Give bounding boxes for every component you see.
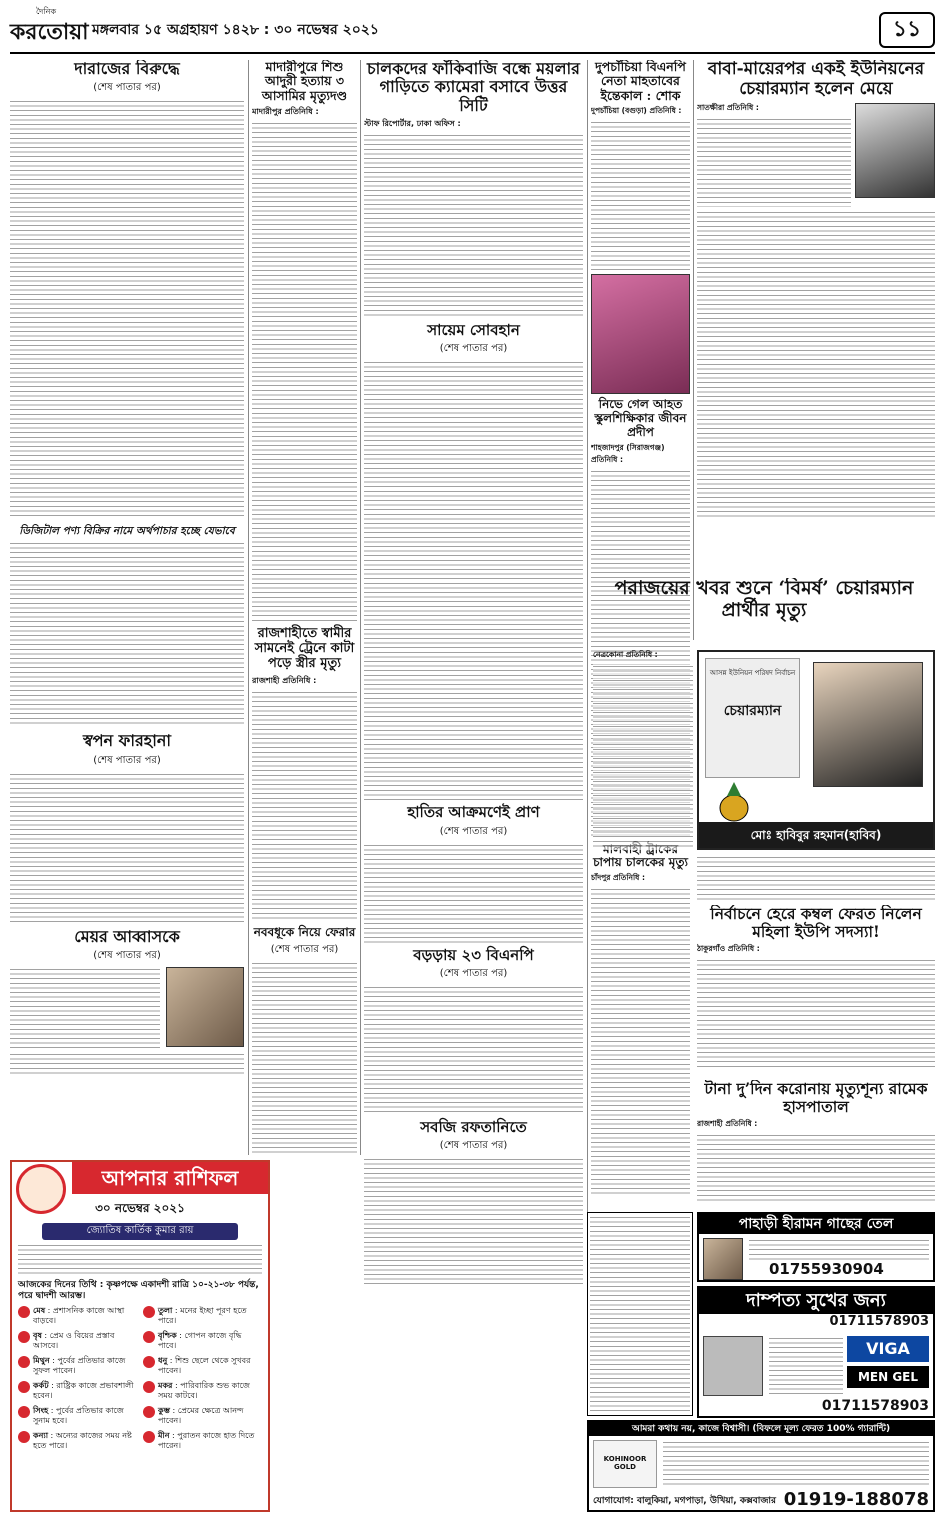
zodiac-sign-icon xyxy=(143,1331,155,1343)
oil-ad-photo xyxy=(703,1238,743,1280)
headline-tana: টানা দু’দিন করোনায় মৃত্যুশূন্য রামেক হাসপাতাল xyxy=(704,1080,928,1116)
teacher-photo xyxy=(591,274,690,394)
medicine-ad xyxy=(587,1212,693,1416)
dampotya-ad-text xyxy=(769,1336,843,1398)
article-body-chairman-cont xyxy=(697,210,935,520)
column-left xyxy=(10,60,244,1155)
horoscope-sign-reading: গোপন কাজে বৃদ্ধি পাবে। xyxy=(158,1331,242,1350)
article-body-mayor-end xyxy=(10,1052,244,1076)
horoscope-sign-text: সিংহ xyxy=(33,1406,49,1415)
dampotya-ad-title: দাম্পত্য সুখের জন্য xyxy=(699,1288,933,1314)
headline-chairman: বাবা-মায়েরপর একই ইউনিয়নের চেয়ারম্যান হলেন মেয়ে xyxy=(707,60,925,99)
ad-election-text: আসন্ন ইউনিয়ন পরিষদ নির্বাচন xyxy=(709,669,796,677)
kohinoor-address: যোগাযোগ: বালুকিয়া, মগপাড়া, উখিয়া, কক্সবাজার xyxy=(593,1496,776,1506)
horoscope-sign: বৃষ : প্রেম ও বিয়ের প্রস্তাব আসবে। xyxy=(18,1331,137,1351)
headline-madaripur: মাদারীপুরে শিশু আদুরী হত্যায় ৩ আসামির মৃত্যুদণ্ড xyxy=(261,60,348,103)
byline-rajshahi: রাজশাহী প্রতিনিধি : xyxy=(252,675,317,685)
continuation-baraduya: (শেষ পাতার পর) xyxy=(439,967,508,979)
viga-product: VIGA xyxy=(847,1336,929,1362)
horoscope-sign-text: ধনু xyxy=(158,1356,168,1365)
oil-ad-title: পাহাড়ী হীরামন গাছের তেল xyxy=(699,1214,933,1234)
zodiac-sign-icon xyxy=(143,1356,155,1368)
horoscope-sign-text: কুম্ভ xyxy=(158,1406,170,1415)
headline-defeat: পরাজয়ের খবর শুনে ‘বিমর্ষ’ চেয়ারম্যান প্রার্থীর মৃত্যু xyxy=(614,578,914,621)
logo-text: করতোয়া xyxy=(10,19,89,45)
continuation-hati: (শেষ পাতার পর) xyxy=(439,825,508,837)
horoscope-sign-reading: প্রেমের ক্ষেত্রে আনন্দ পাবেন। xyxy=(158,1406,244,1425)
dampotya-phone-2: 01711578903 xyxy=(821,1398,929,1414)
zodiac-wheel-icon xyxy=(16,1164,66,1214)
horoscope-sign-text: মেষ xyxy=(33,1306,46,1315)
article-body-mayor xyxy=(10,967,160,1049)
horoscope-sign: কর্কট : রাষ্ট্রিক কাজে প্রভাবশালী হবেন। xyxy=(18,1381,137,1401)
article-body-saem xyxy=(364,360,583,800)
byline-madaripur: মাদারীপুর প্রতিনিধি : xyxy=(252,107,319,117)
medicine-ad-text xyxy=(590,1215,690,1415)
article-body-driver xyxy=(364,133,583,318)
article-body-digital xyxy=(10,541,244,726)
column-2 xyxy=(252,60,357,1155)
horoscope-sign-reading: পুর্বের প্রতিভার কাজে সুনাম হবে। xyxy=(33,1406,124,1425)
zodiac-sign-icon xyxy=(18,1331,30,1343)
candidate-ad xyxy=(697,650,935,850)
men-gel-product: MEN GEL xyxy=(847,1366,929,1388)
article-body-defeat xyxy=(593,664,693,850)
kohinoor-headline: আমরা কথায় নয়, কাজে বিশ্বাসী। (বিফলে মূল্য ফেরত 100% গ্যারান্টি) xyxy=(589,1422,933,1436)
defeat-article xyxy=(593,650,693,850)
column-right xyxy=(697,60,935,560)
horoscope-sign-reading: মনের ইচ্ছা পূরণ হতে পারে। xyxy=(158,1306,247,1325)
column-divider xyxy=(360,60,361,1155)
article-body-chairman xyxy=(697,117,851,207)
article-body-hati xyxy=(364,843,583,943)
mayor-photo xyxy=(166,967,244,1047)
kohinoor-text xyxy=(663,1440,929,1488)
column-divider xyxy=(248,60,249,1155)
horoscope-sign-text: তুলা xyxy=(158,1306,173,1315)
masthead xyxy=(10,6,935,54)
horoscope-sign-text: মীন xyxy=(158,1431,170,1440)
zodiac-sign-icon xyxy=(143,1431,155,1443)
defeat-cont xyxy=(697,855,935,900)
horoscope-sign: তুলা : মনের ইচ্ছা পূরণ হতে পারে। xyxy=(143,1306,262,1326)
article-body-defeat-cont xyxy=(697,855,935,900)
horoscope-sign: কুম্ভ : প্রেমের ক্ষেত্রে আনন্দ পাবেন। xyxy=(143,1406,262,1426)
headline-sabji: সবজি রফতানিতে xyxy=(420,1117,527,1136)
zodiac-sign-icon xyxy=(18,1306,30,1318)
column-3 xyxy=(364,60,583,1330)
headline-kambal: নির্বাচনে হেরে কম্বল ফেরত নিলেন মহিলা ইউপি সদস্যা! xyxy=(710,905,922,941)
horoscope-signs xyxy=(18,1306,262,1454)
headline-teacher: নিভে গেল আহত স্কুলশিক্ষিকার জীবন প্রদীপ xyxy=(594,397,687,439)
headline-truck: চাপায় চালকের মৃত্যু xyxy=(593,855,688,870)
dampotya-phone-1: 01711578903 xyxy=(829,1314,929,1329)
candidate-photo xyxy=(813,662,923,787)
tithi-line: আজকের দিনের তিথি : কৃষ্ণপক্ষে একাদশী রাত্রি ১০-২১-৩৮ পর্যন্ত, পরে দ্বাদশী আরম্ভ। xyxy=(18,1280,259,1301)
kohinoor-phone: 01919-188078 xyxy=(783,1489,929,1510)
ad-poster xyxy=(705,658,800,778)
logo-small-text: দৈনিক xyxy=(35,7,57,16)
dampotya-ad xyxy=(697,1286,935,1418)
dampotya-product-photo xyxy=(703,1336,763,1396)
article-body-rajshahi xyxy=(252,690,357,920)
dateline: মঙ্গলবার ১৫ অগ্রহায়ণ ১৪২৮ : ৩০ নভেম্বর ২০২১ xyxy=(92,22,379,38)
horoscope-sign: মকর : পারিবারিক শুভ কাজে সময় কাটবে। xyxy=(143,1381,262,1401)
pineapple-icon xyxy=(709,782,759,822)
article-body-tana xyxy=(697,1133,935,1203)
zodiac-sign-icon xyxy=(18,1406,30,1418)
article-body-daraz xyxy=(10,99,244,519)
kohinoor-product: KOHINOOR GOLD xyxy=(593,1440,657,1488)
horoscope-author: জ্যোতিষ কার্তিক কুমার রায় xyxy=(42,1223,238,1240)
headline-dupchanchia: দুপচাঁচিয়া বিএনপি নেতা মাহতাবের ইন্তেকাল : শোক xyxy=(595,60,686,103)
byline-driver: স্টাফ রিপোর্টার, ঢাকা অফিস : xyxy=(364,119,461,129)
horoscope-sign: সিংহ : পুর্বের প্রতিভার কাজে সুনাম হবে। xyxy=(18,1406,137,1426)
horoscope-sign-reading: পুর্বের প্রতিভার কাজে সুফল পাবেন। xyxy=(33,1356,126,1375)
horoscope-sign: বৃশ্চিক : গোপন কাজে বৃদ্ধি পাবে। xyxy=(143,1331,262,1351)
zodiac-sign-icon xyxy=(18,1356,30,1368)
article-body-dupchanchia xyxy=(591,120,690,270)
horoscope-title: আপনার রাশিফল xyxy=(72,1162,268,1194)
newspaper-logo xyxy=(10,6,89,50)
ad-role: চেয়ারম্যান xyxy=(723,703,782,719)
horoscope-box xyxy=(10,1160,270,1512)
zodiac-sign-icon xyxy=(143,1306,155,1318)
byline-teacher: শাহজাদপুর (সিরাজগঞ্জ) প্রতিনিধি : xyxy=(591,442,665,464)
horoscope-sign-reading: প্রেম ও বিয়ের প্রস্তাব আসবে। xyxy=(33,1331,115,1350)
headline-nababadhu: নববধূকে নিয়ে ফেরার xyxy=(253,924,356,939)
headline-rajshahi: রাজশাহীতে স্বামীর সামনেই ট্রেনে কাটা পড়ে স্ত্রীর মৃত্যু xyxy=(254,626,355,671)
byline-tana: রাজশাহী প্রতিনিধি : xyxy=(697,1118,758,1128)
article-body-swapan xyxy=(10,772,244,922)
horoscope-sign-reading: রাষ্ট্রিক কাজে প্রভাবশালী হবেন। xyxy=(33,1381,134,1400)
horoscope-sign-reading: পুরাতন কাজে হাত দিতে পারেন। xyxy=(158,1431,255,1450)
horoscope-sign-reading: অন্যের কাজের সময় নষ্ট হতে পারে। xyxy=(33,1431,132,1450)
horoscope-sign-text: কন্যা xyxy=(33,1431,49,1440)
zodiac-sign-icon xyxy=(143,1381,155,1393)
headline-baraduya: বড়ড়ায় ২৩ বিএনপি xyxy=(413,945,534,964)
continuation-swapan: (শেষ পাতার পর) xyxy=(93,754,161,766)
byline-dupchanchia: দুপচাঁচিয়া (বগুড়া) প্রতিনিধি : xyxy=(591,106,682,116)
headline-driver: চালকদের ফাঁকিবাজি বন্ধে ময়লার গাড়িতে ক্যামেরা বসাবে উত্তর সিটি xyxy=(367,60,580,115)
zodiac-sign-icon xyxy=(143,1406,155,1418)
byline-defeat: নেত্রকোনা প্রতিনিধি : xyxy=(593,650,658,659)
headline-digital: ডিজিটাল পণ্য বিক্রির নামে অর্থপাচার হচ্ছে যেভাবে xyxy=(19,525,235,538)
horoscope-sign-reading: শিশু ছেলে থেকে সুখবর পাবেন। xyxy=(158,1356,251,1375)
column-divider xyxy=(587,60,588,1330)
article-body-nababadhu xyxy=(252,961,357,1155)
horoscope-sign: মীন : পুরাতন কাজে হাত দিতে পারেন। xyxy=(143,1431,262,1451)
oil-ad-phone: 01755930904 xyxy=(769,1260,884,1278)
tana-article xyxy=(697,1080,935,1210)
horoscope-sign-text: কর্কট xyxy=(33,1381,49,1390)
defeat-headline-block xyxy=(593,578,935,638)
headline-hati: হাতির আক্রমণেই প্রাণ xyxy=(407,803,540,822)
page-number: ১১ xyxy=(879,12,935,48)
oil-ad xyxy=(697,1212,935,1282)
horoscope-sign-text: মিথুন xyxy=(33,1356,50,1365)
column-divider xyxy=(693,60,694,640)
zodiac-sign-icon xyxy=(18,1431,30,1443)
horoscope-sign: ধনু : শিশু ছেলে থেকে সুখবর পাবেন। xyxy=(143,1356,262,1376)
horoscope-sign: মিথুন : পুর্বের প্রতিভার কাজে সুফল পাবেন। xyxy=(18,1356,137,1376)
headline-mayor: মেয়র আব্বাসকে xyxy=(74,926,180,946)
horoscope-sign: মেষ : প্রশাসনিক কাজে আস্থা বাড়বে। xyxy=(18,1306,137,1326)
candidate-name: মোঃ হাবিবুর রহমান(হাবিব) xyxy=(699,822,933,848)
horoscope-date: ৩০ নভেম্বর ২০২১ xyxy=(95,1201,185,1215)
horoscope-sign-reading: পারিবারিক শুভ কাজে সময় কাটবে। xyxy=(158,1381,250,1400)
headline-daraz: দারাজের বিরুদ্ধে xyxy=(74,60,180,78)
article-body-truck xyxy=(591,887,690,1197)
continuation-sabji: (শেষ পাতার পর) xyxy=(439,1140,508,1152)
continuation-mayor: (শেষ পাতার পর) xyxy=(93,950,161,962)
article-body-sabji xyxy=(364,1157,583,1287)
byline-chairman: সাতক্ষীরা প্রতিনিধি : xyxy=(697,103,759,113)
continuation-nababadhu: (শেষ পাতার পর) xyxy=(270,943,339,955)
horoscope-intro xyxy=(18,1243,262,1277)
kohinoor-ad xyxy=(587,1420,935,1512)
oil-ad-text xyxy=(749,1238,929,1260)
continuation-saem: (শেষ পাতার পর) xyxy=(439,343,508,355)
horoscope-sign-text: মকর xyxy=(158,1381,173,1390)
horoscope-sign: কন্যা : অন্যের কাজের সময় নষ্ট হতে পারে। xyxy=(18,1431,137,1451)
byline-truck: চাঁদপুর প্রতিনিধি : xyxy=(591,873,645,883)
horoscope-sign-text: বৃষ xyxy=(33,1331,42,1340)
horoscope-sign-text: বৃশ্চিক xyxy=(158,1331,177,1340)
article-body-madaripur xyxy=(252,121,357,621)
article-body-baraduya xyxy=(364,985,583,1115)
headline-swapan: স্বপন ফারহানা xyxy=(82,731,172,751)
horoscope-sign-reading: প্রশাসনিক কাজে আস্থা বাড়বে। xyxy=(33,1306,125,1325)
chairman-photo xyxy=(855,103,935,198)
kambal-article xyxy=(697,905,935,1075)
headline-saem: সায়েম সোবহান xyxy=(427,321,520,340)
article-body-kambal xyxy=(697,958,935,1068)
byline-kambal: ঠাকুরগাঁও প্রতিনিধি : xyxy=(697,943,760,953)
continuation-daraz: (শেষ পাতার পর) xyxy=(93,82,161,94)
zodiac-sign-icon xyxy=(18,1381,30,1393)
